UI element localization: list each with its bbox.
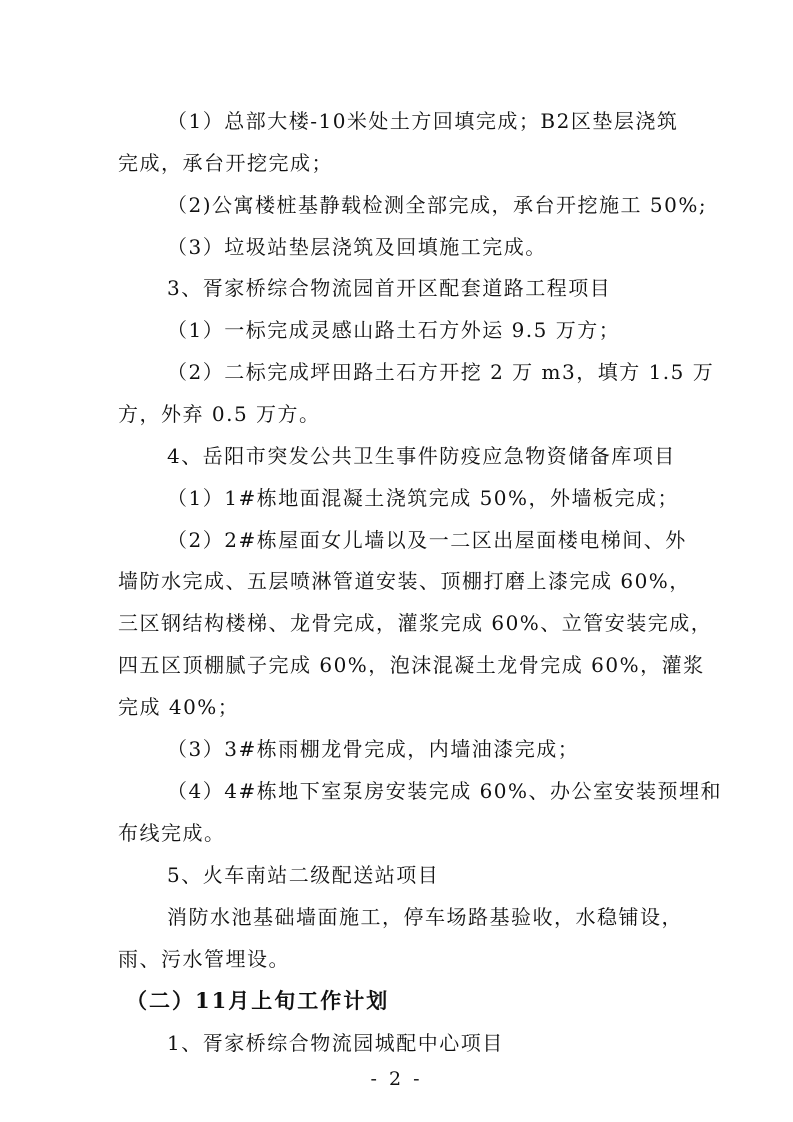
paragraph-line: 雨、污水管埋设。 xyxy=(118,947,290,971)
section-title: 4、岳阳市突发公共卫生事件防疫应急物资储备库项目 xyxy=(167,444,676,468)
paragraph-line: （2)公寓楼桩基静载检测全部完成，承台开挖施工 50%; xyxy=(167,193,708,217)
paragraph-line: （2）二标完成坪田路土石方开挖 2 万 m3，填方 1.5 万 xyxy=(167,360,715,384)
paragraph-line: 三区钢结构楼梯、龙骨完成，灌浆完成 60%、立管安装完成， xyxy=(118,611,713,635)
paragraph-line: 四五区顶棚腻子完成 60%，泡沫混凝土龙骨完成 60%，灌浆 xyxy=(118,653,705,677)
paragraph-line: 完成，承台开挖完成； xyxy=(118,151,333,175)
paragraph-line: （3）3#栋雨棚龙骨完成，内墙油漆完成； xyxy=(167,737,580,761)
section-title: 1、胥家桥综合物流园城配中心项目 xyxy=(167,1031,504,1055)
section-title: 5、火车南站二级配送站项目 xyxy=(167,863,440,887)
paragraph-line: 完成 40%； xyxy=(118,695,240,719)
paragraph-line: （1）1#栋地面混凝土浇筑完成 50%，外墙板完成； xyxy=(167,486,680,510)
paragraph-line: （1）总部大楼-10米处土方回填完成；B2区垫层浇筑 xyxy=(167,109,679,133)
paragraph-line: 墙防水完成、五层喷淋管道安装、顶棚打磨上漆完成 60%， xyxy=(118,569,691,593)
paragraph-line: （3）垃圾站垫层浇筑及回填施工完成。 xyxy=(167,235,547,259)
page-number: - 2 - xyxy=(370,1068,423,1090)
paragraph-line: （2）2#栋屋面女儿墙以及一二区出屋面楼电梯间、外 xyxy=(167,528,687,552)
paragraph-line: （4）4#栋地下室泵房安装完成 60%、办公室安装预埋和 xyxy=(167,779,723,803)
section-heading: （二）11月上旬工作计划 xyxy=(126,988,390,1013)
paragraph-line: 方，外弃 0.5 万方。 xyxy=(118,402,321,426)
paragraph-line: （1）一标完成灵感山路土石方外运 9.5 万方； xyxy=(167,318,621,342)
paragraph-line: 消防水池基础墙面施工，停车场路基验收，水稳铺设， xyxy=(167,905,683,929)
section-title: 3、胥家桥综合物流园首开区配套道路工程项目 xyxy=(167,276,612,300)
paragraph-line: 布线完成。 xyxy=(118,821,226,845)
